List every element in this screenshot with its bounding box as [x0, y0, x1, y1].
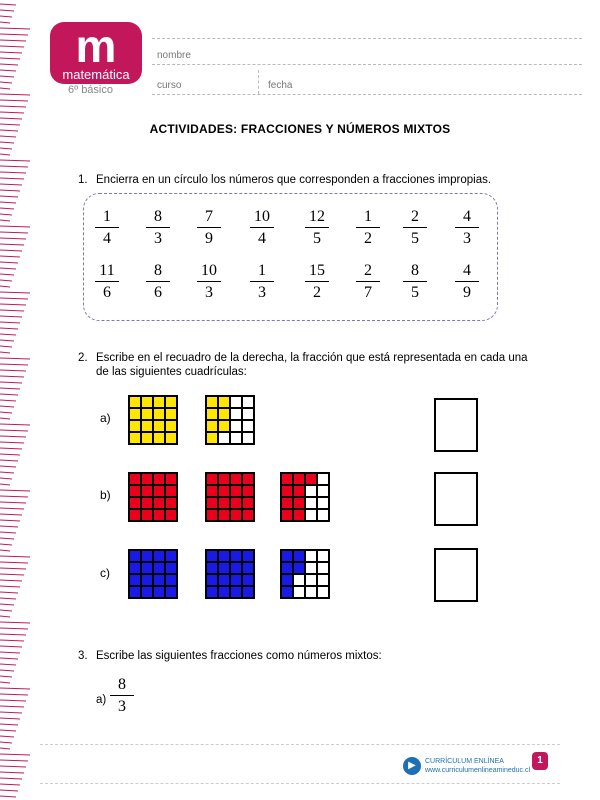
fraction-bar — [95, 227, 119, 228]
grid-cell — [318, 474, 328, 484]
grid-cell — [154, 397, 164, 407]
grid-cell — [231, 421, 241, 431]
grid-cell — [154, 474, 164, 484]
fraction-bar — [250, 227, 274, 228]
item-c-label: c) — [100, 566, 110, 580]
grid-cell — [282, 474, 292, 484]
grid-cell — [207, 498, 217, 508]
q3-denominator: 3 — [118, 698, 126, 715]
grid-cell — [306, 474, 316, 484]
grid-cell — [231, 510, 241, 520]
grid-cell — [142, 409, 152, 419]
grid-cell — [219, 433, 229, 443]
brand-line-1: CURRÍCULUM ENLÍNEA — [425, 758, 504, 765]
grid-cell — [166, 587, 176, 597]
grid-cell — [207, 409, 217, 419]
numerator: 2 — [411, 208, 419, 225]
grid-cell — [219, 551, 229, 561]
question-1-number: 1. — [78, 174, 88, 186]
fraction-bar — [305, 227, 329, 228]
numerator: 8 — [411, 262, 419, 279]
grid-cell — [306, 498, 316, 508]
fraction[interactable] — [305, 208, 329, 247]
question-2-number: 2. — [78, 352, 88, 364]
grid-cell — [166, 409, 176, 419]
grid-cell — [219, 397, 229, 407]
denominator: 7 — [364, 284, 372, 301]
grid-cell — [219, 510, 229, 520]
header-divider — [258, 70, 259, 94]
logo-letter: m — [75, 20, 117, 72]
grid-cell — [318, 498, 328, 508]
grid-cell — [306, 486, 316, 496]
grid-cell — [306, 575, 316, 585]
grid-cell — [207, 397, 217, 407]
fraction[interactable] — [146, 262, 170, 301]
grid-cell — [294, 474, 304, 484]
grid-cell — [166, 474, 176, 484]
item-b-label: b) — [100, 488, 111, 502]
fraction[interactable] — [197, 262, 221, 301]
grid-cell — [243, 409, 253, 419]
grid-cell — [130, 510, 140, 520]
numerator: 11 — [99, 262, 115, 279]
denominator: 6 — [103, 284, 111, 301]
denominator: 5 — [411, 284, 419, 301]
grid-cell — [142, 563, 152, 573]
denominator: 6 — [154, 284, 162, 301]
grid-cell — [294, 486, 304, 496]
grid-cell — [142, 421, 152, 431]
fraction-grid — [205, 549, 255, 599]
fraction[interactable] — [197, 208, 221, 247]
grid-cell — [294, 498, 304, 508]
grid-cell — [207, 575, 217, 585]
grid-cell — [166, 486, 176, 496]
denominator: 5 — [411, 230, 419, 247]
grid-cell — [154, 551, 164, 561]
question-3-text: Escribe las siguientes fracciones como números mixtos: — [96, 650, 382, 662]
grid-cell — [243, 551, 253, 561]
grid-cell — [154, 510, 164, 520]
fraction[interactable] — [250, 262, 274, 301]
grid-cell — [306, 551, 316, 561]
grid-cell — [219, 587, 229, 597]
grid-cell — [231, 486, 241, 496]
fraction-bar — [146, 227, 170, 228]
grid-cell — [282, 575, 292, 585]
grid-cell — [130, 409, 140, 419]
grid-cell — [318, 510, 328, 520]
fraction[interactable] — [455, 262, 479, 301]
grid-cell — [154, 563, 164, 573]
grid-cell — [142, 433, 152, 443]
q3-numerator: 8 — [118, 676, 126, 693]
fraction[interactable] — [455, 208, 479, 247]
grid-cell — [282, 486, 292, 496]
numerator: 1 — [103, 208, 111, 225]
numerator: 8 — [154, 262, 162, 279]
grid-cell — [166, 397, 176, 407]
grid-cell — [166, 563, 176, 573]
fraction-bar — [95, 281, 119, 282]
fraction[interactable] — [403, 208, 427, 247]
grid-cell — [166, 421, 176, 431]
grid-cell — [142, 575, 152, 585]
grid-cell — [282, 563, 292, 573]
grid-cell — [130, 498, 140, 508]
grid-cell — [243, 433, 253, 443]
fraction-grid — [128, 549, 178, 599]
grid-cell — [166, 551, 176, 561]
denominator: 4 — [258, 230, 266, 247]
question-1-text: Encierra en un círculo los números que corresponden a fracciones impropias. — [96, 174, 492, 186]
grid-cell — [282, 510, 292, 520]
grid-cell — [231, 587, 241, 597]
grid-cell — [243, 587, 253, 597]
grid-cell — [231, 498, 241, 508]
grid-cell — [318, 575, 328, 585]
grid-cell — [318, 563, 328, 573]
grid-cell — [142, 486, 152, 496]
grid-cell — [219, 563, 229, 573]
numerator: 10 — [201, 262, 217, 279]
numerator: 2 — [364, 262, 372, 279]
decorative-left-border — [0, 0, 40, 800]
numerator: 10 — [254, 208, 270, 225]
grid-cell — [142, 510, 152, 520]
footer-divider-bottom — [40, 783, 560, 784]
fraction[interactable] — [95, 208, 119, 247]
grid-cell — [166, 510, 176, 520]
footer-divider — [40, 744, 560, 745]
fraction-bar — [146, 281, 170, 282]
fraction-grid — [205, 472, 255, 522]
denominator: 9 — [463, 284, 471, 301]
name-field-label[interactable]: nombre — [157, 50, 191, 61]
grid-cell — [306, 563, 316, 573]
numerator: 4 — [463, 208, 471, 225]
fraction-bar — [356, 227, 380, 228]
question-1 — [78, 174, 491, 186]
page-title: ACTIVIDADES: FRACCIONES Y NÚMEROS MIXTOS — [149, 122, 451, 136]
fraction-grid — [205, 395, 255, 445]
grid-cell — [130, 397, 140, 407]
grid-cell — [207, 433, 217, 443]
grid-cell — [130, 563, 140, 573]
grid-cell — [294, 510, 304, 520]
grade-label: 6º básico — [68, 84, 113, 96]
grid-cell — [207, 551, 217, 561]
grid-cell — [142, 551, 152, 561]
grid-cell — [130, 587, 140, 597]
numerator: 8 — [154, 208, 162, 225]
denominator: 9 — [205, 230, 213, 247]
grid-cell — [282, 551, 292, 561]
q3-item-a-label: a) — [96, 694, 107, 706]
grid-cell — [207, 510, 217, 520]
grid-cell — [154, 421, 164, 431]
grid-cell — [231, 563, 241, 573]
grid-cell — [243, 498, 253, 508]
fraction-grid — [280, 549, 330, 599]
numerator: 4 — [463, 262, 471, 279]
grid-cell — [219, 421, 229, 431]
grid-cell — [318, 486, 328, 496]
fraction-bar — [250, 281, 274, 282]
denominator: 2 — [364, 230, 372, 247]
grid-cell — [231, 551, 241, 561]
fraction-bar — [455, 281, 479, 282]
grid-cell — [306, 510, 316, 520]
footer-brand — [403, 757, 530, 775]
header-course-line — [152, 94, 582, 95]
fraction-bar — [197, 227, 221, 228]
fraction-bar — [110, 695, 134, 696]
grid-cell — [154, 486, 164, 496]
grid-cell — [231, 433, 241, 443]
grid-cell — [306, 587, 316, 597]
grid-cell — [130, 486, 140, 496]
grid-cell — [219, 486, 229, 496]
grid-cell — [219, 409, 229, 419]
grid-cell — [154, 575, 164, 585]
grid-cell — [243, 474, 253, 484]
page-number: 1 — [532, 752, 548, 770]
fraction[interactable] — [403, 262, 427, 301]
fraction-grid — [128, 395, 178, 445]
grid-cell — [130, 551, 140, 561]
grid-cell — [166, 433, 176, 443]
denominator: 3 — [205, 284, 213, 301]
grid-cell — [166, 575, 176, 585]
item-a-label: a) — [100, 411, 111, 425]
numerator: 1 — [258, 262, 266, 279]
denominator: 4 — [103, 230, 111, 247]
grid-cell — [154, 498, 164, 508]
answer-box-c[interactable] — [434, 548, 478, 602]
denominator: 3 — [154, 230, 162, 247]
grid-cell — [294, 587, 304, 597]
question-2 — [78, 352, 528, 364]
fraction-bar — [356, 281, 380, 282]
fraction-bar — [403, 227, 427, 228]
grid-cell — [294, 551, 304, 561]
brand-logo — [50, 22, 142, 84]
denominator: 5 — [313, 230, 321, 247]
fraction[interactable] — [250, 208, 274, 247]
grid-cell — [318, 587, 328, 597]
numerator: 7 — [205, 208, 213, 225]
grid-cell — [142, 397, 152, 407]
grid-cell — [243, 575, 253, 585]
answer-box-a[interactable] — [434, 398, 478, 452]
grid-cell — [154, 433, 164, 443]
fraction[interactable] — [146, 208, 170, 247]
grid-cell — [243, 421, 253, 431]
question-2-text-line-1: Escribe en el recuadro de la derecha, la fracción que está representada en cada una — [96, 352, 528, 364]
grid-cell — [142, 587, 152, 597]
grid-cell — [207, 474, 217, 484]
fraction[interactable] — [356, 208, 380, 247]
fraction-bar — [197, 281, 221, 282]
fraction-bar — [455, 227, 479, 228]
fraction[interactable] — [95, 262, 119, 301]
fraction-grid — [128, 472, 178, 522]
grid-cell — [243, 563, 253, 573]
logo-word: matemática — [62, 67, 130, 82]
denominator: 2 — [313, 284, 321, 301]
denominator: 3 — [463, 230, 471, 247]
grid-cell — [207, 563, 217, 573]
grid-cell — [130, 474, 140, 484]
grid-cell — [231, 409, 241, 419]
grid-cell — [166, 498, 176, 508]
grid-cell — [219, 575, 229, 585]
play-icon: ▶ — [403, 757, 421, 775]
numerator: 12 — [309, 208, 325, 225]
date-field-label[interactable]: fecha — [268, 80, 293, 91]
q3-fraction — [110, 676, 134, 715]
numerator: 1 — [364, 208, 372, 225]
grid-cell — [154, 409, 164, 419]
grid-cell — [282, 587, 292, 597]
grid-cell — [294, 563, 304, 573]
grid-cell — [130, 433, 140, 443]
course-field-label[interactable]: curso — [157, 80, 182, 91]
header-name-line — [152, 64, 582, 65]
grid-cell — [142, 498, 152, 508]
grid-cell — [318, 551, 328, 561]
grid-cell — [207, 421, 217, 431]
fraction-grid — [280, 472, 330, 522]
question-3-number: 3. — [78, 650, 88, 662]
denominator: 3 — [258, 284, 266, 301]
question-3 — [78, 650, 382, 662]
brand-line-2: www.curriculumenlineamineduc.cl — [425, 767, 531, 774]
grid-cell — [231, 474, 241, 484]
fraction[interactable] — [305, 262, 329, 301]
grid-cell — [243, 510, 253, 520]
grid-cell — [207, 587, 217, 597]
grid-cell — [243, 397, 253, 407]
grid-cell — [219, 474, 229, 484]
fraction[interactable] — [356, 262, 380, 301]
grid-cell — [243, 486, 253, 496]
question-2-text-line-2: de las siguientes cuadrículas: — [96, 366, 247, 378]
grid-cell — [130, 575, 140, 585]
grid-cell — [231, 575, 241, 585]
fraction-bar — [403, 281, 427, 282]
grid-cell — [130, 421, 140, 431]
grid-cell — [219, 498, 229, 508]
grid-cell — [294, 575, 304, 585]
answer-box-b[interactable] — [434, 472, 478, 526]
grid-cell — [142, 474, 152, 484]
numerator: 15 — [309, 262, 325, 279]
grid-cell — [231, 397, 241, 407]
grid-cell — [207, 486, 217, 496]
grid-cell — [154, 587, 164, 597]
header-top-line — [152, 38, 582, 39]
grid-cell — [282, 498, 292, 508]
fraction-bar — [305, 281, 329, 282]
